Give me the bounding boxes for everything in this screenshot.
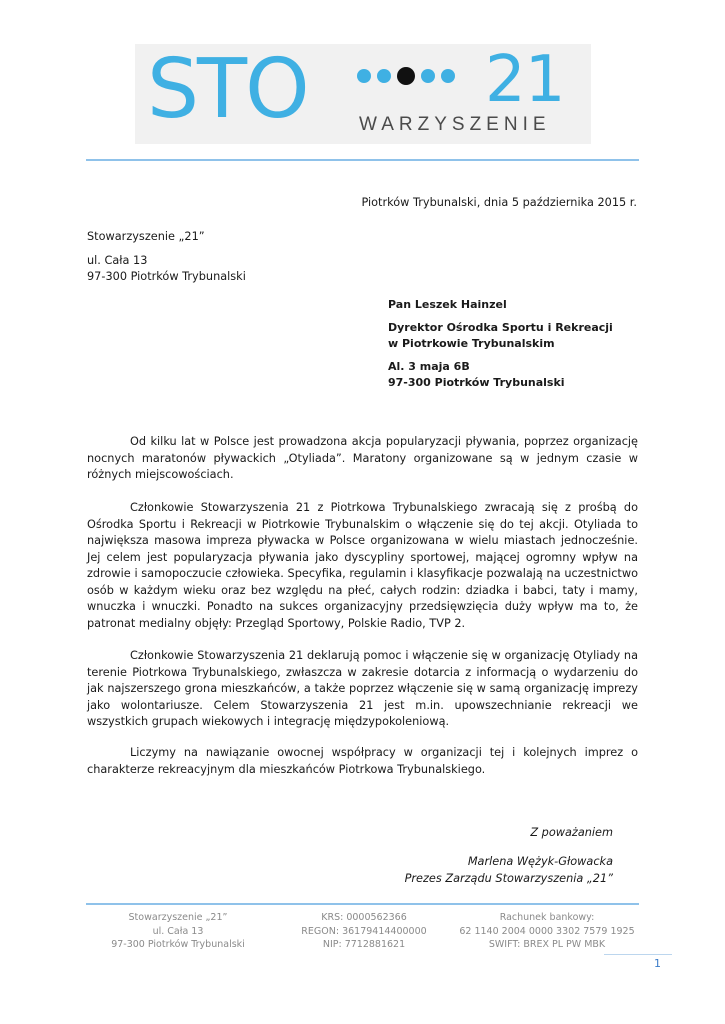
date-line: Piotrków Trybunalski, dnia 5 października 2015 r. (361, 196, 637, 209)
sender-city: 97-300 Piotrków Trybunalski (87, 270, 246, 283)
footer-line: SWIFT: BREX PL PW MBK (488, 939, 606, 950)
logo-dot (357, 69, 371, 83)
signer-name: Marlena Wężyk-Głowacka (467, 855, 613, 868)
footer-line: Stowarzyszenie „21” (128, 912, 228, 923)
sender-name: Stowarzyszenie „21” (87, 230, 205, 243)
footer-address (107, 911, 249, 952)
logo-dot (421, 69, 435, 83)
page-number-divider (604, 954, 672, 955)
body-paragraph: Liczymy na nawiązanie owocnej współpracy w organizacji tej i kolejnych imprez o charakterze rekreacyjnym dla mieszkańców Piotrkowa Trybunalskiego. (87, 746, 638, 776)
logo-word: WARZYSZENIE (359, 114, 551, 135)
logo-number: 21 (485, 43, 565, 117)
recipient-address (388, 297, 613, 391)
footer-line: KRS: 0000562366 (321, 912, 407, 923)
footer-line: NIP: 7712881621 (322, 939, 406, 950)
body-paragraph: Od kilku lat w Polsce jest prowadzona akcja popularyzacji pływania, poprzez organizację nocnych maratonów pływackich „Otyliada”. Maratony organizowane są w jednym czasie w różnych miejscowościach. (87, 435, 638, 481)
sender-street: ul. Cała 13 (87, 254, 148, 267)
recipient-street: Al. 3 maja 6B (388, 360, 470, 373)
footer-registry (293, 911, 435, 952)
footer-line: ul. Cała 13 (152, 925, 204, 937)
recipient-title-line1: Dyrektor Ośrodka Sportu i Rekreacji (388, 321, 613, 334)
footer-line: 62 1140 2004 0000 3302 7579 1925 (459, 925, 635, 937)
footer-bank (455, 911, 639, 952)
logo-dot (377, 69, 391, 83)
sender-address (87, 229, 246, 285)
recipient-city: 97-300 Piotrków Trybunalski (388, 376, 565, 389)
closing-greeting: Z poważaniem (530, 826, 613, 839)
page-number: 1 (654, 957, 661, 970)
logo-dot (441, 69, 455, 83)
footer-divider (86, 903, 639, 905)
logo-letters: STO (147, 42, 308, 137)
body-paragraph: Członkowie Stowarzyszenia 21 deklarują pomoc i włączenie się w organizację Otyliady na terenie Piotrkowa Trybunalskiego, zwłaszcza w zakresie dotarcia z informacją o wydarzeniu do jak najszerszego grona mieszkańców, a także poprzez włączenie się w samą organizację imprezy jako wolontariusze. Celem Stowarzyszenia 21 jest m.in. upowszechnianie rekreacji we wszystkich grupach wiekowych i integrację międzypokoleniową. (87, 649, 638, 728)
logo-dot (397, 67, 415, 85)
recipient-name: Pan Leszek Hainzel (388, 298, 507, 311)
footer-line: 97-300 Piotrków Trybunalski (111, 939, 245, 950)
header-divider (86, 159, 639, 161)
recipient-title-line2: w Piotrkowie Trybunalskim (388, 337, 555, 350)
closing-block (405, 824, 613, 887)
organization-logo (135, 44, 591, 144)
footer-line: REGON: 36179414400000 (301, 925, 427, 937)
body-paragraph: Członkowie Stowarzyszenia 21 z Piotrkowa Trybunalskiego zwracają się z prośbą do Ośrodka Sportu i Rekreacji w Piotrkowie Trybunalskim o włączenie się do tej akcji. Otyliada to największa masowa impreza pływacka w Polsce organizowana w wielu miastach jednocześnie. Jej celem jest popularyzacja pływania jako dyscypliny sportowej, mającej ogromny wpływ na zdrowie i samopoczucie człowieka. Specyfika, regulamin i klasyfikacje pozwalają na uczestnictwo osób w każdym wieku oraz bez względu na płeć, całych rodzin: dziadka i babci, taty i mamy, wnuczka i wnuczki. Ponadto na sukces organizacyjny przedsięwzięcia duży wpływ ma to, że patronat medialny objęły: Przegląd Sportowy, Polskie Radio, TVP 2. (87, 501, 638, 630)
footer-line: Rachunek bankowy: (499, 912, 595, 923)
signer-role: Prezes Zarządu Stowarzyszenia „21” (404, 872, 613, 885)
